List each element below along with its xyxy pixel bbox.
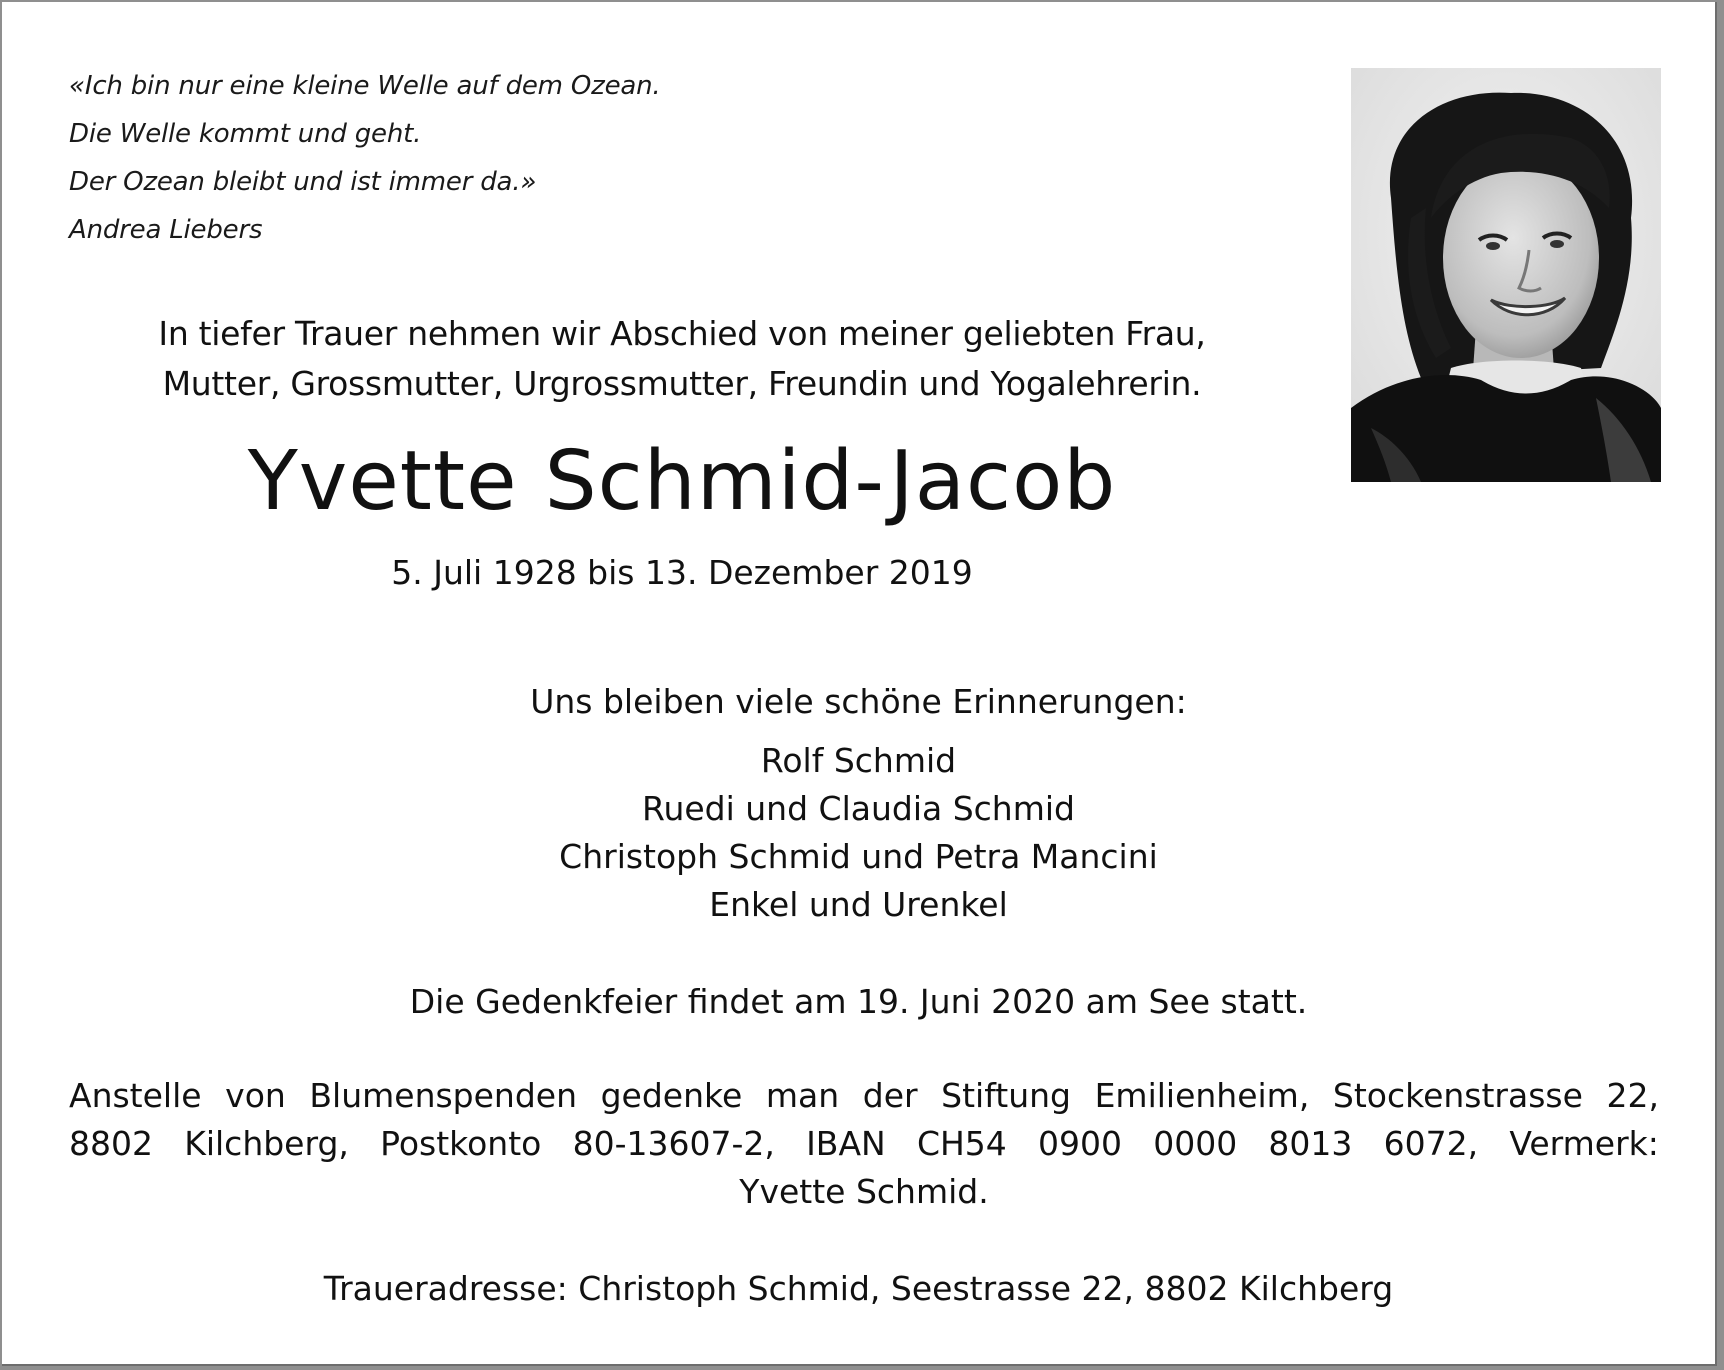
donation-word: gedenke [600, 1076, 743, 1115]
portrait-photo [1351, 68, 1661, 482]
donation-word: Postkonto [380, 1124, 542, 1163]
mourner-name: Rolf Schmid [760, 741, 957, 780]
donation-word: 0900 [1038, 1124, 1122, 1163]
quote-line: «Ich bin nur eine kleine Welle auf dem Ozean. [69, 71, 661, 101]
deceased-name: Yvette Schmid-Jacob [247, 434, 1117, 529]
quote-author: Andrea Liebers [69, 215, 263, 245]
mourning-address: Traueradresse: Christoph Schmid, Seestrasse 22, 8802 Kilchberg [323, 1269, 1394, 1308]
donation-word: 8013 [1268, 1124, 1353, 1163]
life-dates: 5. Juli 1928 bis 13. Dezember 2019 [391, 553, 973, 592]
donation-word: 22, [1606, 1076, 1659, 1115]
donation-word: 80-13607-2, [572, 1124, 775, 1163]
donation-word: 0000 [1153, 1124, 1238, 1163]
ceremony-notice: Die Gedenkfeier findet am 19. Juni 2020 am See statt. [409, 982, 1308, 1021]
donation-word: CH54 [916, 1124, 1007, 1163]
donation-word: Emilienheim, [1094, 1076, 1310, 1115]
donation-word: 6072, [1383, 1124, 1479, 1163]
donation-word: Kilchberg, [184, 1124, 349, 1163]
donation-word: Stockenstrasse [1332, 1076, 1583, 1115]
donation-notice [69, 1072, 1659, 1216]
donation-word: IBAN [806, 1124, 886, 1163]
donation-word: Anstelle [69, 1076, 202, 1115]
mourner-name: Ruedi und Claudia Schmid [642, 789, 1075, 828]
mourner-name: Enkel und Urenkel [709, 885, 1008, 924]
quote-line: Die Welle kommt und geht. [69, 119, 422, 149]
donation-line-3: Yvette Schmid. [739, 1172, 989, 1211]
mourners-list [2, 737, 1715, 929]
donation-word: Stiftung [941, 1076, 1071, 1115]
portrait-image [1351, 68, 1661, 482]
intro-line: In tiefer Trauer nehmen wir Abschied von meiner geliebten Frau, [158, 314, 1206, 353]
donation-line-1 [69, 1072, 1659, 1120]
obituary-notice [2, 2, 1717, 1366]
intro-text [62, 309, 1302, 409]
donation-word: man [765, 1076, 840, 1115]
donation-word: Blumenspenden [309, 1076, 578, 1115]
mourners-heading: Uns bleiben viele schöne Erinnerungen: [530, 682, 1187, 721]
intro-line: Mutter, Grossmutter, Urgrossmutter, Freundin und Yogalehrerin. [162, 364, 1202, 403]
quote-line: Der Ozean bleibt und ist immer da.» [69, 167, 537, 197]
donation-word: 8802 [69, 1124, 153, 1163]
epigraph-quote [69, 62, 660, 254]
donation-word: Vermerk: [1509, 1124, 1659, 1163]
mourner-name: Christoph Schmid und Petra Mancini [559, 837, 1158, 876]
donation-word: von [225, 1076, 286, 1115]
donation-line-2 [69, 1120, 1659, 1168]
donation-word: der [862, 1076, 918, 1115]
